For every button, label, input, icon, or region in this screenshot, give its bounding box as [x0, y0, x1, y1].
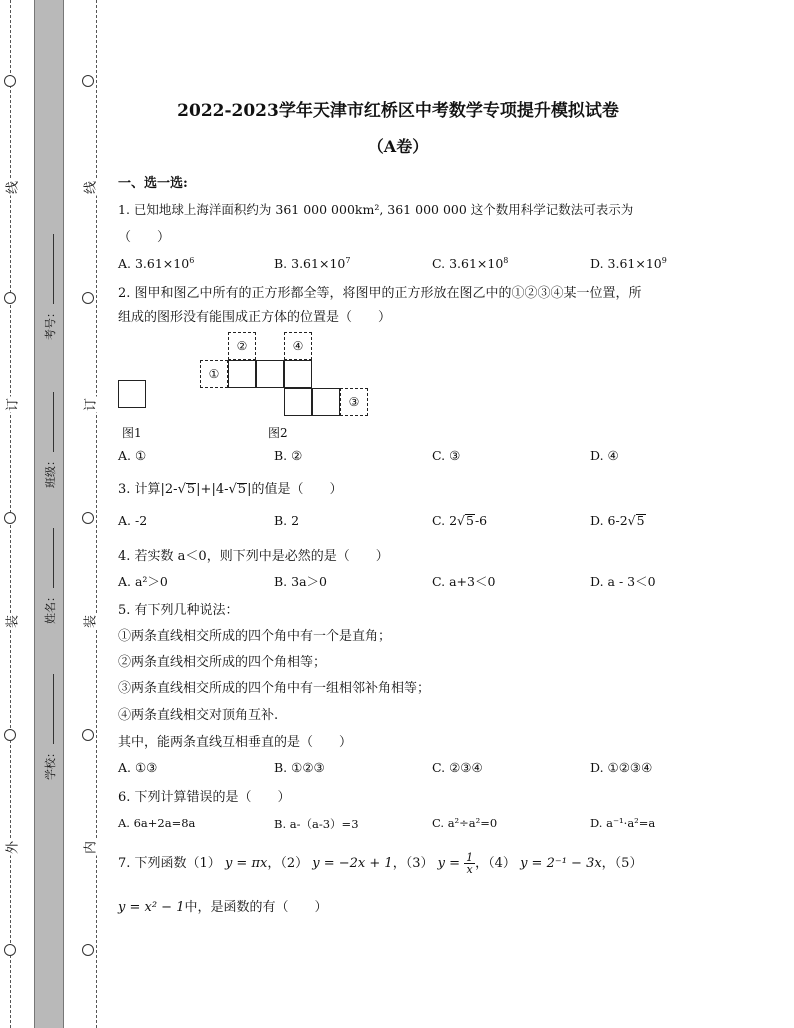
class-field[interactable]: 班级：	[42, 392, 58, 488]
binding-band	[34, 0, 64, 1028]
margin-char: 外	[2, 840, 21, 856]
q2-option-d[interactable]: D. ④	[590, 448, 619, 463]
exam-number-field[interactable]: 考号：	[42, 234, 58, 340]
q5-option-a[interactable]: A. ①③	[118, 760, 158, 775]
position-4-square: ④	[284, 332, 312, 360]
question-2-stem: 2. 图甲和图乙中所有的正方形都全等，将图甲的正方形放在图乙中的①②③④某一位置，所	[118, 286, 642, 301]
margin-char: 装	[80, 614, 99, 630]
q3-option-c[interactable]: C. 2√5-6	[432, 513, 488, 528]
q4-option-c[interactable]: C. a+3＜0	[432, 574, 496, 589]
margin-char: 内	[80, 840, 99, 856]
page-title: 2022-2023学年天津市红桥区中考数学专项提升模拟试卷	[177, 101, 619, 121]
figure1-label: 图1	[122, 426, 142, 440]
question-5-stem: 5. 有下列几种说法：	[118, 603, 239, 618]
margin-char: 订	[2, 397, 21, 413]
q1-option-c[interactable]: C. $3.61\times 10^8$	[432, 256, 509, 272]
page-subtitle: （A卷）	[367, 137, 429, 156]
q6-option-c[interactable]: C. a²÷a²=0	[432, 816, 498, 830]
question-6-stem: 6. 下列计算错误的是（ ）	[118, 790, 291, 805]
position-1-square: ①	[200, 360, 228, 388]
binding-hole	[4, 512, 16, 524]
margin-char: 线	[2, 180, 21, 196]
figure2-square	[284, 360, 312, 388]
section-heading: 一、选一选:	[118, 176, 188, 191]
formula: y = πx	[224, 856, 268, 871]
q6-option-a[interactable]: A. 6a+2a=8a	[118, 816, 196, 830]
question-5-item: ④两条直线相交对顶角互补.	[118, 708, 279, 723]
q6-option-d[interactable]: D. a⁻¹·a²=a	[590, 816, 656, 830]
q5-option-c[interactable]: C. ②③④	[432, 760, 483, 775]
question-2-stem-line2: 组成的图形没有能围成正方体的位置是（ ）	[118, 310, 392, 325]
fraction: $\frac{1}{x}$	[466, 851, 474, 876]
q6-option-b[interactable]: B. a-（a-3）=3	[274, 817, 359, 831]
q3-option-b[interactable]: B. 2	[274, 513, 300, 528]
q4-option-a[interactable]: A. a²＞0	[118, 574, 168, 589]
q2-option-b[interactable]: B. ②	[274, 448, 303, 463]
q1-option-d[interactable]: D. $3.61\times 10^9$	[590, 256, 667, 272]
binding-hole	[82, 944, 94, 956]
formula: y =	[437, 856, 460, 871]
formula: y = 2⁻¹ − 3x	[520, 856, 602, 871]
question-7-stem: 7. 下列函数（1） y = πx，（2） y = −2x + 1，（3） y = $\frac{1}{x}$ ，（4） y = 2⁻¹ − 3x，（5）	[118, 851, 643, 876]
q2-option-a[interactable]: A. ①	[118, 448, 147, 463]
school-field[interactable]: 学校：	[42, 674, 58, 780]
question-3-stem: 3. 计算|2-√5|+|4-√5|的值是（ ）	[118, 482, 343, 497]
question-1-blank: （ ）	[118, 230, 171, 245]
binding-hole	[4, 292, 16, 304]
binding-hole	[82, 512, 94, 524]
binding-hole	[4, 75, 16, 87]
margin-char: 线	[80, 180, 99, 196]
question-5-item: ③两条直线相交所成的四个角中有一组相邻补角相等；	[118, 681, 431, 696]
q4-option-d[interactable]: D. a - 3＜0	[590, 574, 656, 589]
q1-option-b[interactable]: B. $3.61\times 10^7$	[274, 256, 351, 272]
binding-hole	[82, 729, 94, 741]
figure2-square	[284, 388, 312, 416]
figure2-square	[228, 360, 256, 388]
q1-option-a[interactable]: A. $3.61\times 10^6$	[118, 256, 195, 272]
question-7-stem-line2: y = x² − 1中，是函数的有（ ）	[118, 900, 328, 915]
q5-option-d[interactable]: D. ①②③④	[590, 760, 653, 775]
binding-hole	[4, 944, 16, 956]
q2-option-c[interactable]: C. ③	[432, 448, 461, 463]
position-2-square: ②	[228, 332, 256, 360]
margin-char: 装	[2, 614, 21, 630]
binding-hole	[4, 729, 16, 741]
name-field[interactable]: 姓名：	[42, 528, 58, 624]
question-5-item: ①两条直线相交所成的四个角中有一个是直角；	[118, 629, 392, 644]
inner-dashed-line	[96, 0, 97, 1028]
formula: y = x² − 1	[118, 900, 185, 915]
q5-option-b[interactable]: B. ①②③	[274, 760, 325, 775]
question-5-prompt: 其中，能两条直线互相垂直的是（ ）	[118, 735, 353, 750]
question-5-item: ②两条直线相交所成的四个角相等；	[118, 655, 327, 670]
question-1-stem: 1. 已知地球上海洋面积约为 361 000 000km², 361 000 000 这个数用科学记数法可表示为	[118, 202, 634, 217]
binding-hole	[82, 75, 94, 87]
question-4-stem: 4. 若实数 a＜0，则下列中是必然的是（ ）	[118, 549, 389, 564]
binding-hole	[82, 292, 94, 304]
formula: y = −2x + 1	[312, 856, 393, 871]
figure2-label: 图2	[268, 426, 288, 440]
q3-option-d[interactable]: D. 6-2√5	[590, 513, 645, 528]
margin-char: 订	[80, 397, 99, 413]
q4-option-b[interactable]: B. 3a＞0	[274, 574, 327, 589]
position-3-square: ③	[340, 388, 368, 416]
figure2-square	[312, 388, 340, 416]
figure1-square	[118, 380, 146, 408]
q3-option-a[interactable]: A. -2	[118, 513, 148, 528]
figure2-square	[256, 360, 284, 388]
